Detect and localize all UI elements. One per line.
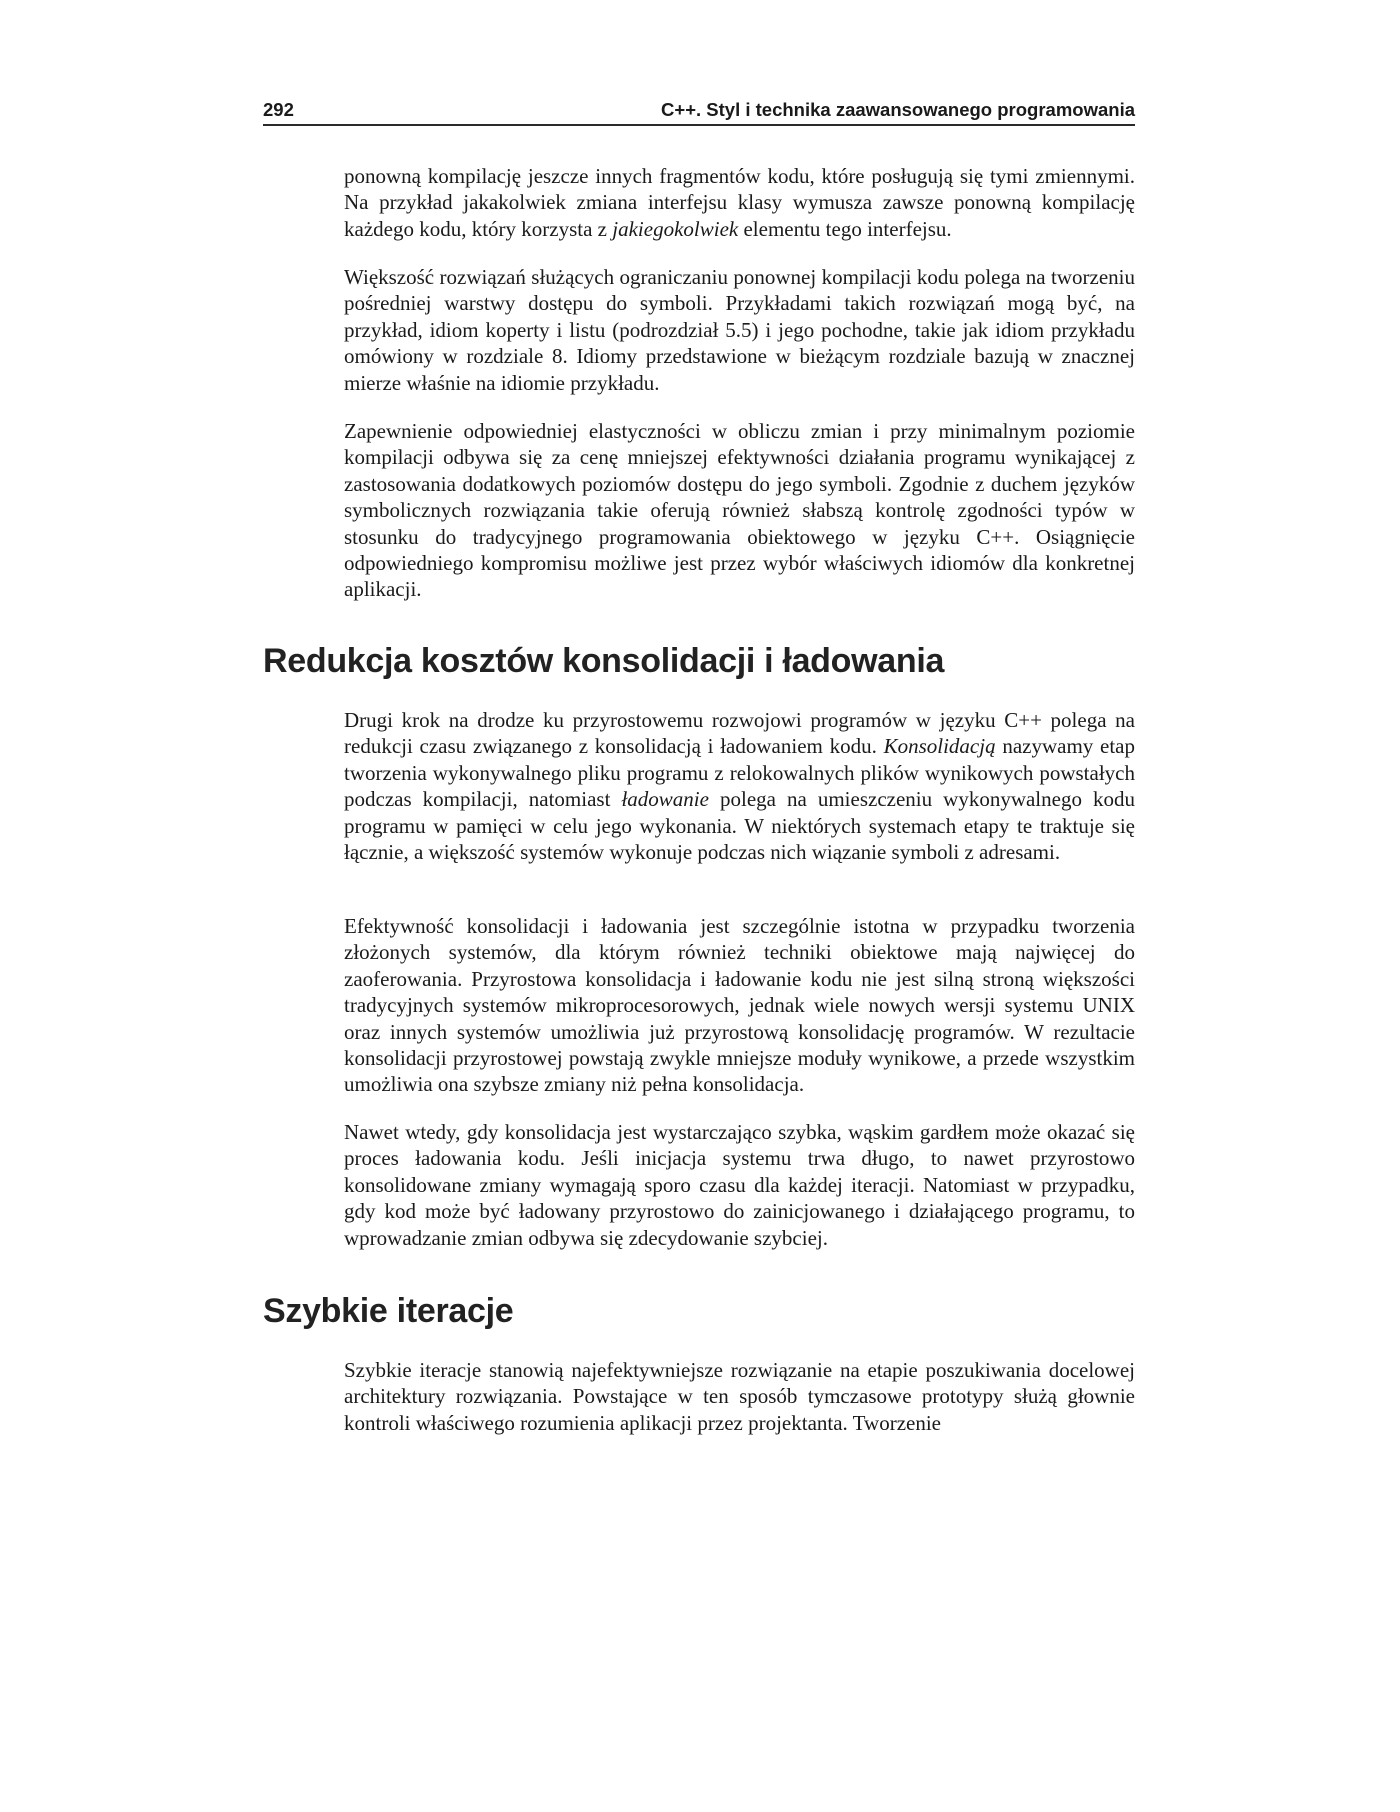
paragraph-indirection-layer: Większość rozwiązań służących ograniczaniu ponownej kompilacji kodu polega na tworzeniu pośredniej warstwy dostępu do symboli. Przykładami takich rozwiązań mogą być, na przykład, idiom koperty i listu (podrozdział 5.5) i jego pochodne, takie jak idiom przykładu omówiony w rozdziale 8. Idiomy przedstawione w bieżącym rozdziale bazują w znacznej mierze właśnie na idiomie przykładu. bbox=[344, 265, 1135, 395]
paragraph-incremental-linking: Efektywność konsolidacji i ładowania jest szczególnie istotna w przypadku tworzenia złożonych systemów, dla którym również techniki obiektowe mają najwięcej do zaoferowania. Przyrostowa konsolidacja i ładowanie kodu nie jest silną stroną większości tradycyjnych systemów mikroprocesorowych, jednak wiele nowych wersji systemu UNIX oraz innych systemów umożliwia już przyrostową konsolidację programów. W rezultacie konsolidacji przyrostowej powstają zwykle mniejsze moduły wynikowe, a przede wszystkim umożliwia ona szybsze zmiany niż pełna konsolidacja. bbox=[344, 914, 1135, 1097]
header-rule bbox=[263, 124, 1135, 126]
emphasis-text: ładowanie bbox=[621, 787, 709, 812]
running-head bbox=[263, 96, 1135, 126]
paragraph-text: nazywamy etap tworzenia wykonywalnego pliku programu z relokowalnych plików wynikowych powstałych podczas kompilacji, natomiast bbox=[344, 734, 1135, 812]
paragraph-text: polega na umieszczeniu wykonywalnego kodu programu w pamięci w celu jego wykonania. W niektórych systemach etapy te traktuje się łącznie, a większość systemów wykonuje podczas nich wiązanie symboli z adresami. bbox=[344, 787, 1135, 865]
paragraph-flexibility-tradeoff: Zapewnienie odpowiedniej elastyczności w obliczu zmian i przy minimalnym poziomie kompilacji odbywa się za cenę mniejszej efektywności działania programu wynikającej z zastosowania dodatkowych poziomów dostępu do jego symboli. Zgodnie z duchem języków symbolicznych rozwiązania takie oferują również słabszą kontrolę zgodności typów w stosunku do tradycyjnego programowania obiektowego w języku C++. Osiągnięcie odpowiedniego kompromisu możliwe jest przez wybór właściwych idiomów dla konkretnej aplikacji. bbox=[344, 419, 1135, 602]
page-number: 292 bbox=[263, 99, 294, 120]
emphasis-text: Konsolidacją bbox=[883, 734, 996, 759]
paragraph-text: Drugi krok na drodze ku przyrostowemu rozwojowi programów w języku C++ polega na redukcji czasu związanego z konsolidacją i ładowaniem kodu. bbox=[344, 708, 1135, 759]
emphasis-text: jakiegokolwiek bbox=[612, 216, 739, 241]
paragraph-fast-iterations: Szybkie iteracje stanowią najefektywniejsze rozwiązanie na etapie poszukiwania docelowej architektury rozwiązania. Powstające w ten sposób tymczasowe prototypy służą głownie kontroli właściwego rozumienia aplikacji przez projektanta. Tworzenie bbox=[344, 1358, 1135, 1435]
section-heading-linking: Redukcja kosztów konsolidacji i ładowania bbox=[263, 642, 945, 680]
paragraph-text: ponowną kompilację jeszcze innych fragmentów kodu, które posługują się tymi zmiennymi. Na przykład jakakolwiek zmiana interfejsu klasy wymusza zawsze ponowną kompilację każdego kodu, który korzysta z bbox=[344, 164, 1135, 241]
paragraph-linking-definition bbox=[344, 707, 1135, 865]
paragraph-recompilation-scope bbox=[344, 163, 1135, 242]
paragraph-text: elementu tego interfejsu. bbox=[738, 216, 952, 241]
section-heading-fast-iterations: Szybkie iteracje bbox=[263, 1292, 514, 1330]
paragraph-loading-bottleneck: Nawet wtedy, gdy konsolidacja jest wystarczająco szybka, wąskim gardłem może okazać się proces ładowania kodu. Jeśli inicjacja systemu trwa długo, to nawet przyrostowo konsolidowane zmiany wymagają sporo czasu dla każdej iteracji. Natomiast w przypadku, gdy kod może być ładowany przyrostowo do zainicjowanego i działającego programu, to wprowadzanie zmian odbywa się zdecydowanie szybciej. bbox=[344, 1120, 1135, 1250]
book-title: C++. Styl i technika zaawansowanego programowania bbox=[661, 99, 1135, 120]
